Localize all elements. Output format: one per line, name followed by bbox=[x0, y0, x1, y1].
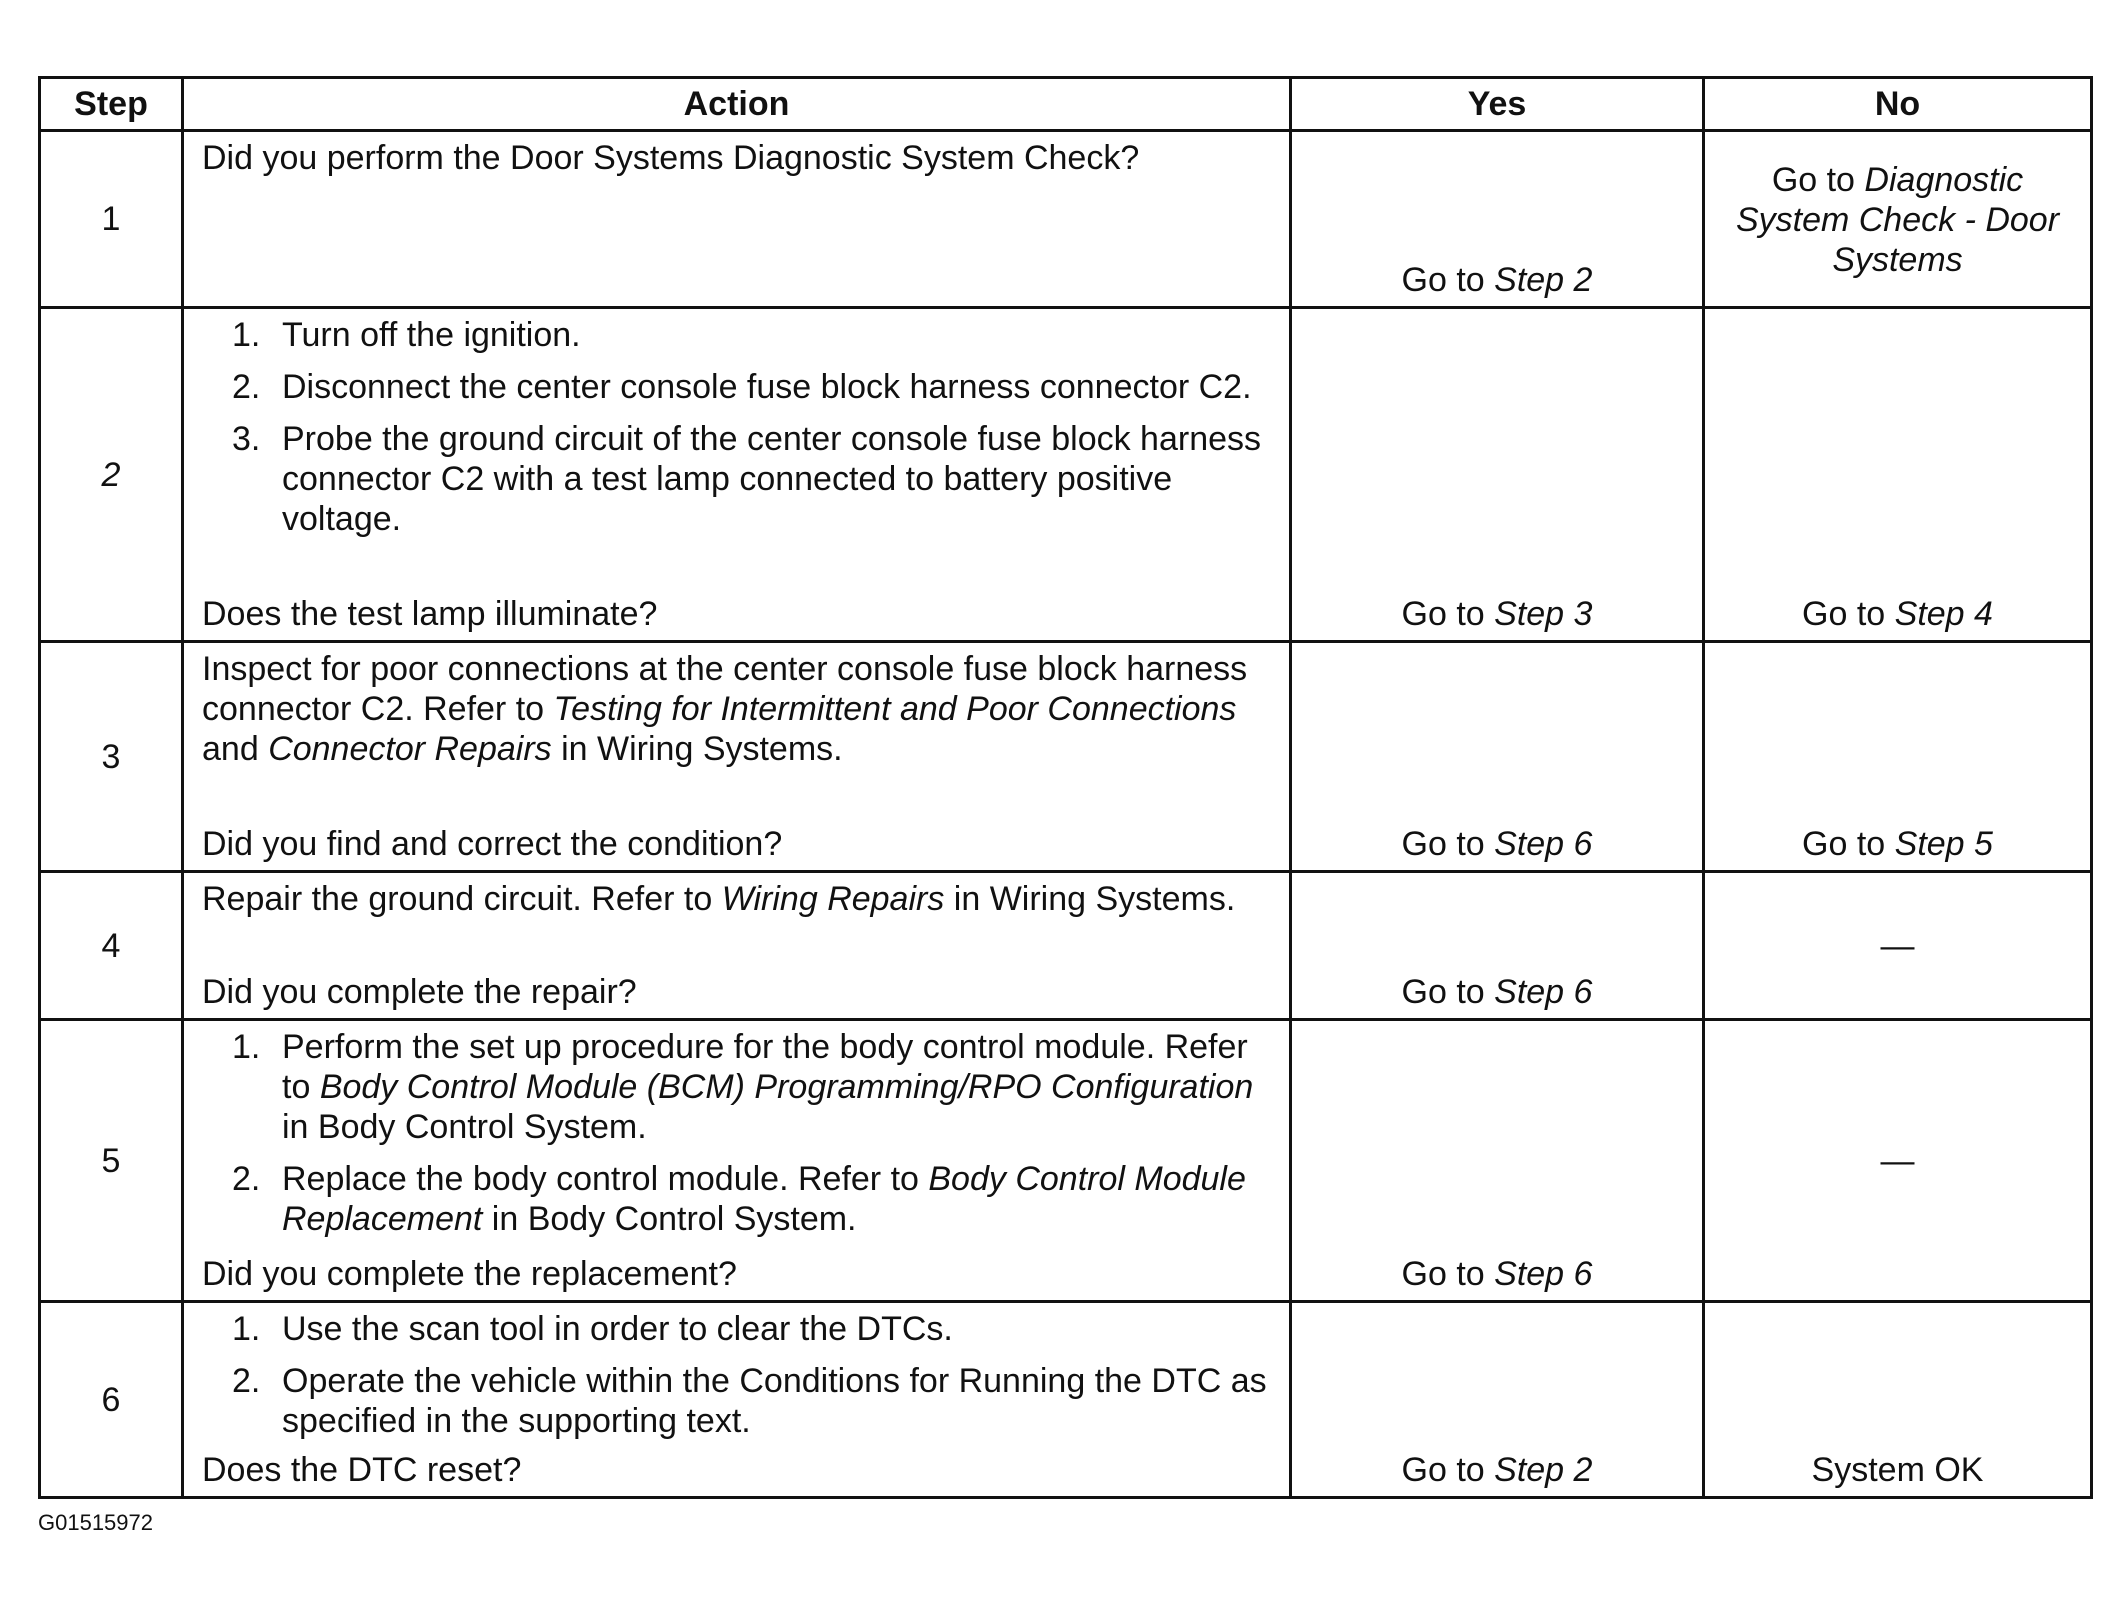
yes-cell bbox=[1291, 1020, 1704, 1302]
yes-goto: Go to Step 2 bbox=[1401, 1451, 1593, 1489]
substep-list bbox=[202, 1027, 1269, 1239]
action-question: Did you complete the repair? bbox=[202, 973, 637, 1011]
action-question: Did you find and correct the condition? bbox=[202, 825, 783, 863]
action-question: Does the DTC reset? bbox=[202, 1451, 522, 1489]
substep-item: 1. Use the scan tool in order to clear the DTCs. bbox=[232, 1310, 953, 1348]
diagnostic-table bbox=[38, 76, 2093, 1499]
step-number: 1 bbox=[40, 131, 183, 308]
ref-link-bcm-replacement[interactable]: Body Control Module Replacement bbox=[282, 1160, 1246, 1238]
substep-item: 2. Replace the body control module. Refer to Body Control Module Replacement in Body Control System. bbox=[232, 1160, 1246, 1238]
no-cell-dash: — bbox=[1704, 1020, 2092, 1302]
substep-item: 1. Turn off the ignition. bbox=[232, 316, 581, 354]
yes-cell bbox=[1291, 872, 1704, 1020]
no-link-step[interactable]: Step 4 bbox=[1894, 595, 1993, 633]
substep-item: 1. Perform the set up procedure for the body control module. Refer to Body Control Module (BCM) Programming/RPO Configuration in Body Control System. bbox=[232, 1028, 1254, 1146]
action-question: Does the test lamp illuminate? bbox=[202, 595, 658, 633]
no-link-diagnostic-check[interactable]: Diagnostic System Check - Door Systems bbox=[1735, 161, 2060, 279]
yes-cell bbox=[1291, 642, 1704, 872]
header-no: No bbox=[1704, 78, 2092, 131]
no-cell bbox=[1704, 1302, 2092, 1498]
ref-link-connector-repairs[interactable]: Connector Repairs bbox=[268, 730, 552, 768]
header-step: Step bbox=[40, 78, 183, 131]
table-row-step-1 bbox=[40, 131, 2092, 308]
yes-goto: Go to Step 6 bbox=[1401, 825, 1593, 863]
no-result: System OK bbox=[1811, 1451, 1984, 1489]
yes-link-step[interactable]: Step 2 bbox=[1494, 261, 1593, 299]
action-cell bbox=[183, 872, 1291, 1020]
yes-link-step[interactable]: Step 2 bbox=[1494, 1451, 1593, 1489]
table-row-step-5 bbox=[40, 1020, 2092, 1302]
no-cell: Go to Diagnostic System Check - Door Systems bbox=[1704, 131, 2092, 308]
table-row-step-4 bbox=[40, 872, 2092, 1020]
table-header-row bbox=[40, 78, 2092, 131]
yes-link-step[interactable]: Step 6 bbox=[1494, 825, 1593, 863]
header-yes: Yes bbox=[1291, 78, 1704, 131]
substep-item: 3. Probe the ground circuit of the center console fuse block harness connector C2 with a test lamp connected to battery positive voltage. bbox=[232, 420, 1262, 538]
step-number: 5 bbox=[40, 1020, 183, 1302]
no-link-step[interactable]: Step 5 bbox=[1894, 825, 1993, 863]
yes-link-step[interactable]: Step 6 bbox=[1494, 973, 1593, 1011]
action-cell bbox=[183, 131, 1291, 308]
step-number: 2 bbox=[40, 308, 183, 642]
action-question: Did you complete the replacement? bbox=[202, 1255, 737, 1293]
yes-goto: Go to Step 2 bbox=[1401, 261, 1593, 299]
action-cell bbox=[183, 1020, 1291, 1302]
step-number: 6 bbox=[40, 1302, 183, 1498]
yes-goto: Go to Step 6 bbox=[1401, 1255, 1593, 1293]
table-row-step-2 bbox=[40, 308, 2092, 642]
ref-link-testing-intermittent[interactable]: Testing for Intermittent and Poor Connections bbox=[553, 690, 1237, 728]
table-row-step-6 bbox=[40, 1302, 2092, 1498]
action-cell bbox=[183, 1302, 1291, 1498]
yes-cell bbox=[1291, 131, 1704, 308]
yes-link-step[interactable]: Step 3 bbox=[1494, 595, 1593, 633]
step-number: 3 bbox=[40, 642, 183, 872]
yes-cell bbox=[1291, 308, 1704, 642]
action-cell bbox=[183, 642, 1291, 872]
no-cell-dash: — bbox=[1704, 872, 2092, 1020]
action-text: Repair the ground circuit. Refer to Wiring Repairs in Wiring Systems. bbox=[202, 880, 1236, 918]
no-goto: Go to Step 4 bbox=[1802, 595, 1993, 633]
ref-link-wiring-repairs[interactable]: Wiring Repairs bbox=[721, 880, 945, 918]
ref-link-bcm-programming[interactable]: Body Control Module (BCM) Programming/RPO Configuration bbox=[319, 1068, 1254, 1106]
yes-link-step[interactable]: Step 6 bbox=[1494, 1255, 1593, 1293]
yes-goto: Go to Step 6 bbox=[1401, 973, 1593, 1011]
no-cell bbox=[1704, 308, 2092, 642]
action-text: Inspect for poor connections at the center console fuse block harness connector C2. Refer to Testing for Intermittent and Poor Connections and Connector Repairs in Wiring Systems. bbox=[202, 650, 1248, 768]
action-cell bbox=[183, 308, 1291, 642]
step-number: 4 bbox=[40, 872, 183, 1020]
yes-goto: Go to Step 3 bbox=[1401, 595, 1593, 633]
figure-id-label: G01515972 bbox=[38, 1510, 153, 1535]
substep-list bbox=[202, 1309, 1269, 1441]
header-action: Action bbox=[183, 78, 1291, 131]
no-cell bbox=[1704, 642, 2092, 872]
substep-list bbox=[202, 315, 1269, 539]
yes-cell bbox=[1291, 1302, 1704, 1498]
substep-item: 2. Operate the vehicle within the Conditions for Running the DTC as specified in the supporting text. bbox=[232, 1362, 1267, 1440]
action-text: Did you perform the Door Systems Diagnostic System Check? bbox=[202, 139, 1140, 177]
no-goto: Go to Step 5 bbox=[1802, 825, 1993, 863]
table-row-step-3 bbox=[40, 642, 2092, 872]
substep-item: 2. Disconnect the center console fuse block harness connector C2. bbox=[232, 368, 1252, 406]
